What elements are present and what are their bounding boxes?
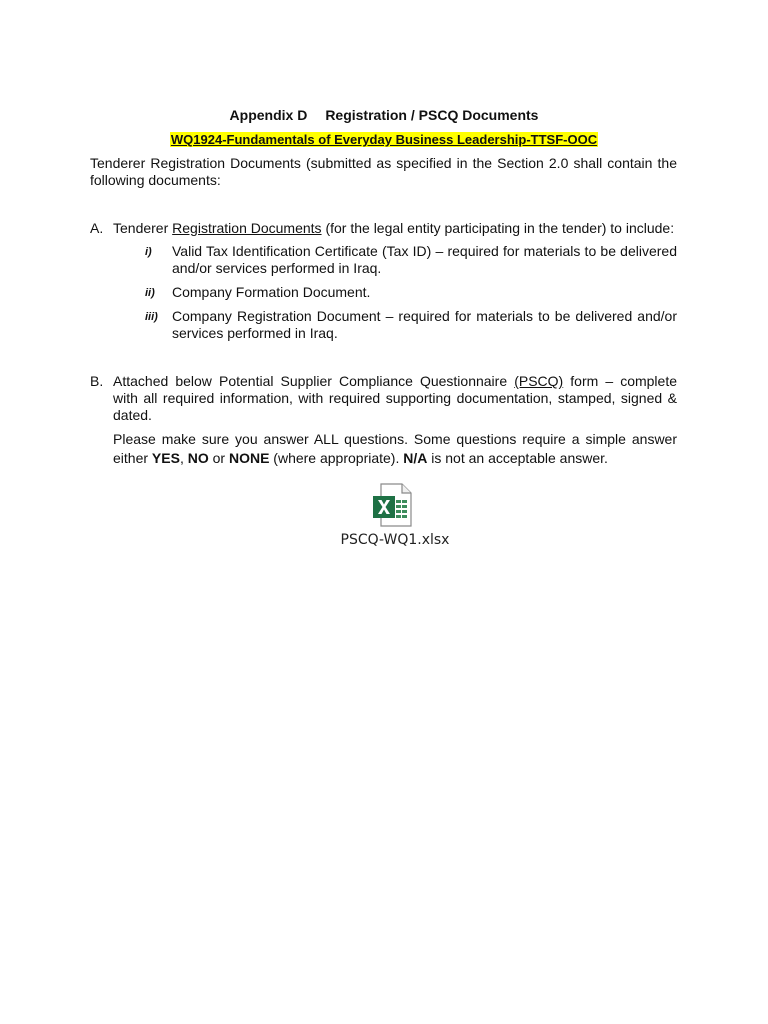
list-item-number: iii) bbox=[145, 311, 158, 323]
highlighted-project-name: WQ1924-Fundamentals of Everyday Business Leadership-TTSF-OOC bbox=[170, 132, 598, 147]
section-b bbox=[90, 373, 677, 424]
instructions-text: is not an acceptable answer. bbox=[427, 450, 608, 466]
list-item bbox=[145, 284, 677, 301]
appendix-label: Appendix D bbox=[229, 107, 308, 123]
page-title bbox=[0, 107, 768, 123]
separator: , bbox=[179, 450, 188, 466]
attachment-pscq-xlsx[interactable] bbox=[333, 482, 457, 552]
appendix-title: Registration / PSCQ Documents bbox=[325, 107, 539, 123]
separator: or bbox=[208, 450, 229, 466]
yes-keyword: YES bbox=[151, 450, 180, 466]
section-b-letter: B. bbox=[90, 373, 104, 389]
list-item-text: Company Formation Document. bbox=[172, 284, 371, 300]
no-keyword: NO bbox=[187, 450, 209, 466]
none-keyword: NONE bbox=[228, 450, 270, 466]
list-item-text: Valid Tax Identification Certificate (Tax ID) – required for materials to be delivered and/or services performed in Iraq. bbox=[172, 243, 677, 276]
intro-paragraph: Tenderer Registration Documents (submitted as specified in the Section 2.0 shall contain the following documents: bbox=[90, 155, 677, 188]
pscq-link: (PSCQ) bbox=[514, 373, 564, 389]
section-b-text-tail: form – complete with all required information, with required supporting documentation, stamped, signed & dated. bbox=[113, 373, 678, 423]
instructions-paragraph bbox=[113, 430, 677, 468]
attachment-filename[interactable]: PSCQ-WQ1.xlsx bbox=[340, 532, 450, 548]
list-item bbox=[145, 308, 677, 342]
section-a bbox=[90, 220, 677, 237]
section-a-text: Tenderer bbox=[113, 220, 173, 236]
instructions-text: Please make sure you answer ALL questions. Some questions require a simple answer either bbox=[113, 431, 677, 466]
excel-file-icon bbox=[371, 482, 417, 528]
list-item-number: ii) bbox=[145, 287, 155, 299]
list-item-text: Company Registration Document – required for materials to be delivered and/or services performed in Iraq. bbox=[172, 308, 677, 341]
registration-documents-link: Registration Documents bbox=[172, 220, 322, 236]
section-b-text: Attached below Potential Supplier Compliance Questionnaire bbox=[113, 373, 515, 389]
list-item-number: i) bbox=[145, 246, 152, 258]
list-item bbox=[145, 243, 677, 277]
instructions-text: (where appropriate). bbox=[269, 450, 404, 466]
section-a-text-tail: (for the legal entity participating in the tender) to include: bbox=[321, 220, 675, 236]
section-a-letter: A. bbox=[90, 220, 104, 236]
na-keyword: N/A bbox=[403, 450, 428, 466]
project-subtitle bbox=[0, 132, 768, 147]
